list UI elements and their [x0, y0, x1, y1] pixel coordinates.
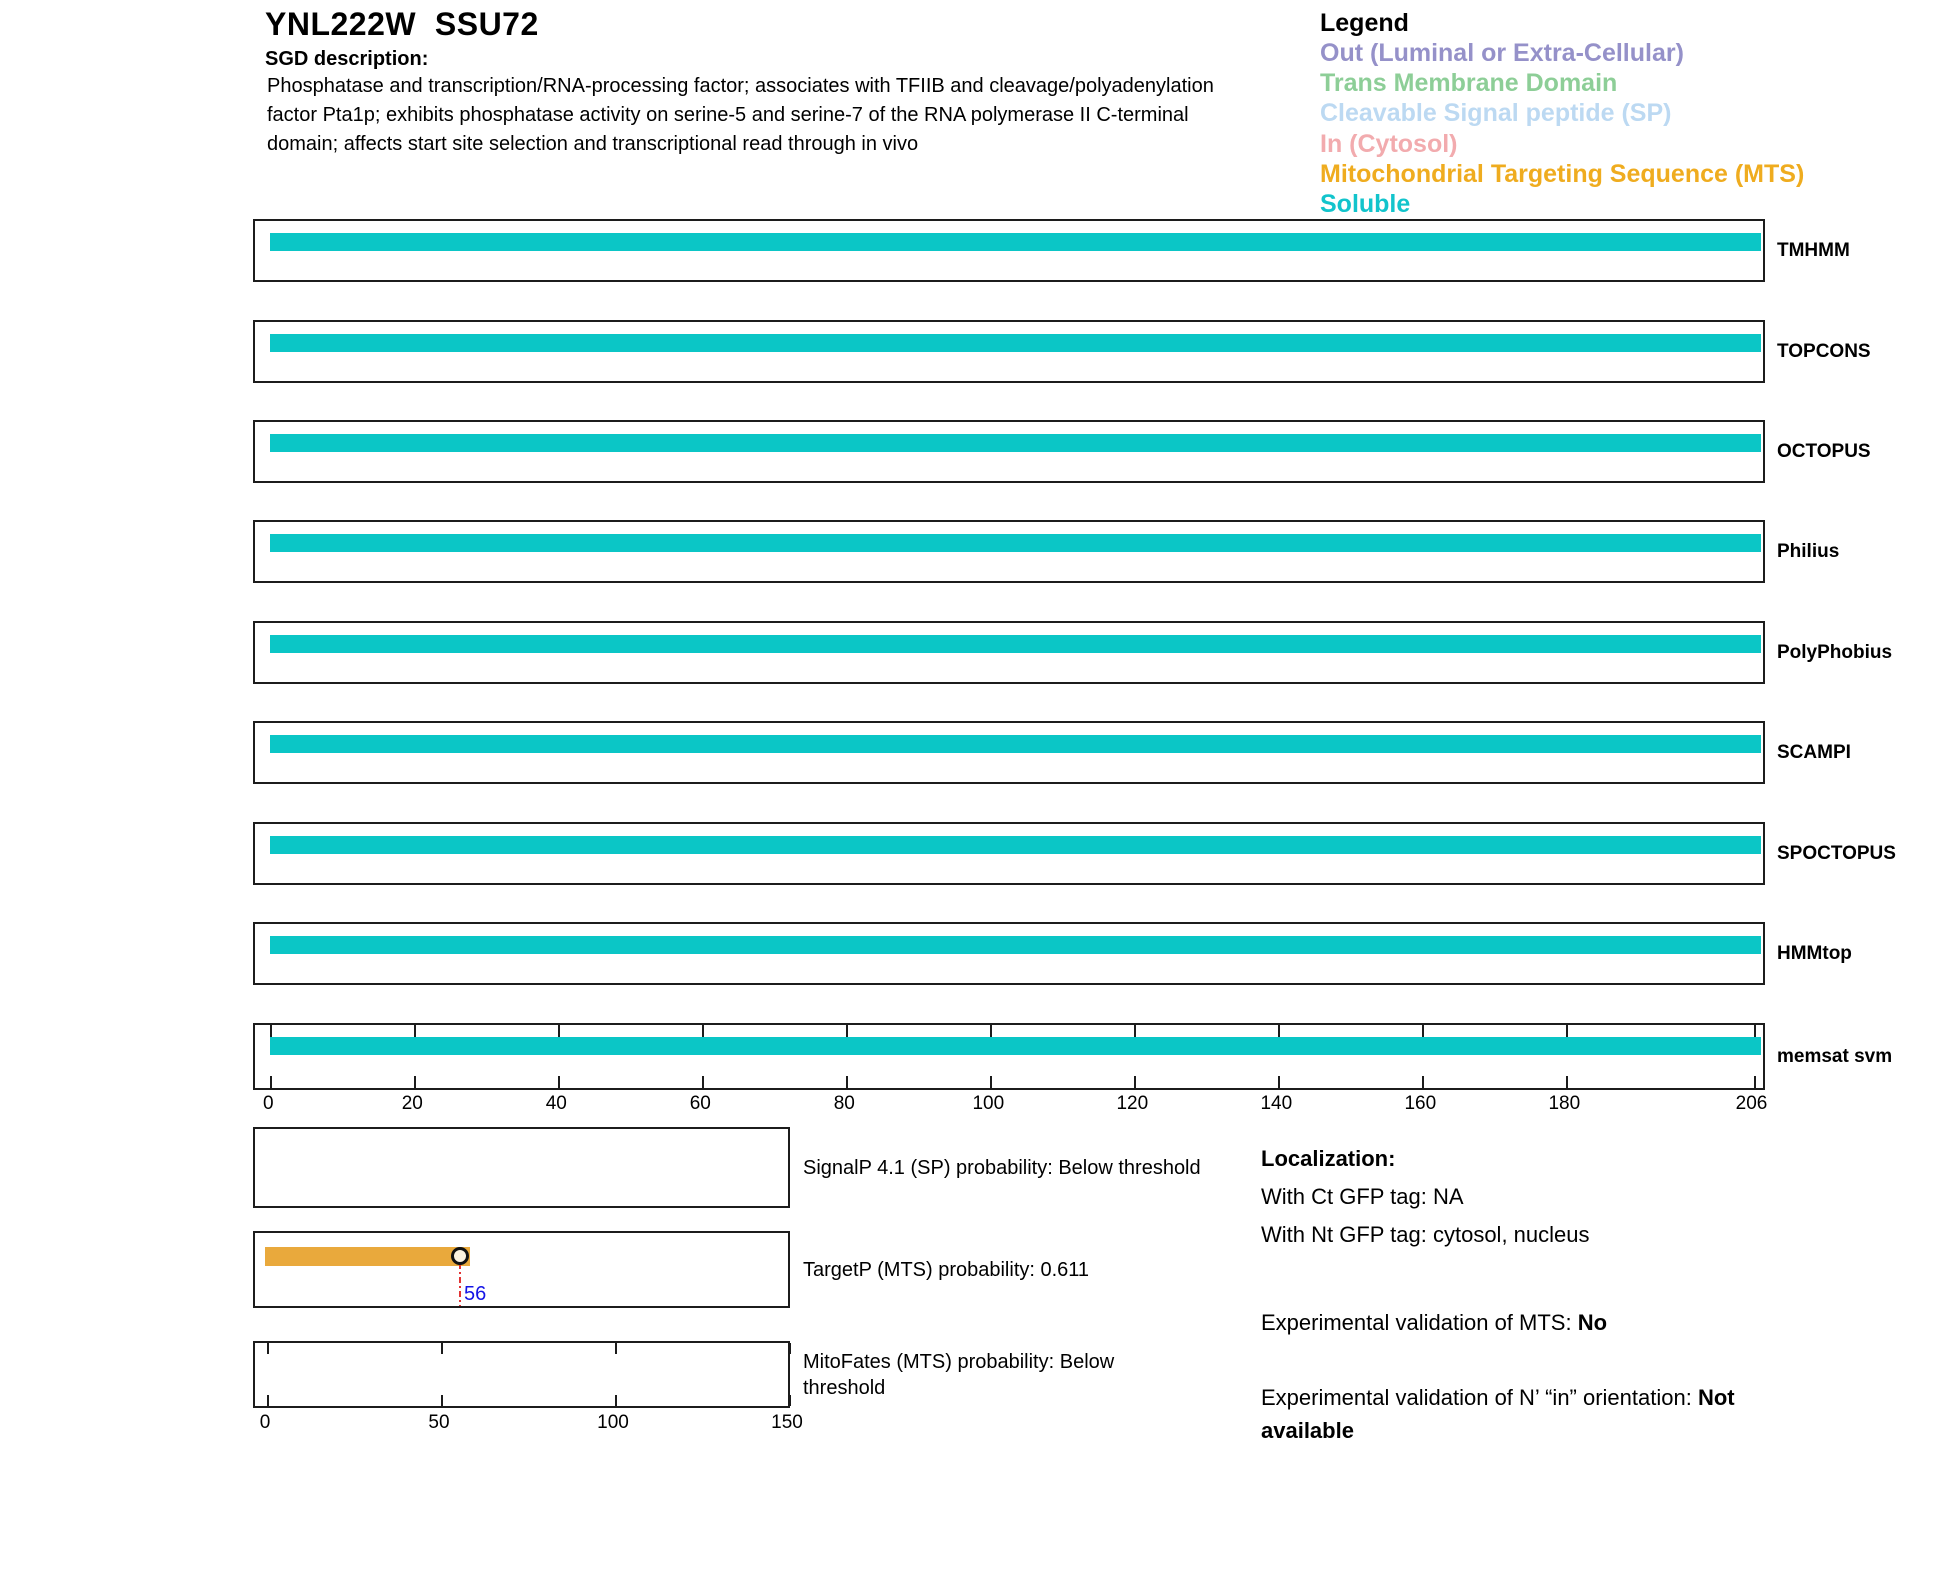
mts-validation-line: [1261, 1310, 1607, 1336]
sequence-axis-tick-label: 60: [689, 1093, 711, 1114]
axis-tick: [846, 1025, 848, 1037]
cleavage-site-line: [459, 1263, 461, 1306]
soluble-region-bar: [270, 836, 1761, 854]
legend-item-mitochondrial: Mitochondrial Targeting Sequence (MTS): [1320, 159, 1805, 188]
axis-tick: [1278, 1025, 1280, 1037]
orientation-validation-value: Not available: [1261, 1385, 1735, 1443]
ct-gfp-line: With Ct GFP tag: NA: [1261, 1184, 1464, 1209]
soluble-region-bar: [270, 735, 1761, 753]
sgd-description-line: Phosphatase and transcription/RNA-processing factor; associates with TFIIB and cleavage/polyadenylation: [267, 75, 1214, 97]
track-box-scampi: [253, 721, 1765, 784]
track-box-philius: [253, 520, 1765, 583]
axis-tick: [441, 1395, 443, 1406]
axis-tick: [1134, 1076, 1136, 1088]
page-title: YNL222W SSU72: [265, 6, 539, 42]
track-box-hmmtop: [253, 922, 1765, 985]
legend-item-soluble: Soluble: [1320, 190, 1411, 219]
orientation-validation-prefix: Experimental validation of N’ “in” orientation:: [1261, 1385, 1698, 1410]
soluble-region-bar: [270, 233, 1761, 251]
mitofates-plot-label-line2: threshold: [803, 1376, 886, 1399]
localization-title: Localization:: [1261, 1146, 1396, 1171]
mitofates-plot-box: [253, 1341, 790, 1408]
track-box-topcons: [253, 320, 1765, 383]
track-label-octopus: OCTOPUS: [1777, 440, 1871, 462]
track-label-hmmtop: HMMtop: [1777, 942, 1852, 964]
track-box-tmhmm: [253, 219, 1765, 282]
sgd-description-line: factor Pta1p; exhibits phosphatase activity on serine-5 and serine-7 of the RNA polymerase II C-terminal: [267, 104, 1189, 126]
mts-validation-value: No: [1577, 1310, 1608, 1335]
mts-region-bar: [265, 1247, 470, 1266]
axis-tick: [702, 1076, 704, 1088]
targetp-plot-label-text: TargetP (MTS) probability: 0.611: [803, 1258, 1090, 1281]
targetp-plot-box: [253, 1231, 790, 1308]
axis-tick: [558, 1076, 560, 1088]
sequence-axis-tick-label: 20: [401, 1093, 423, 1114]
axis-tick: [1754, 1076, 1756, 1088]
axis-tick: [267, 1343, 269, 1354]
track-box-spoctopus: [253, 822, 1765, 885]
sgd-description-line: domain; affects start site selection and transcriptional read through in vivo: [267, 133, 919, 155]
mitofates-plot-label: [803, 1341, 1114, 1408]
soluble-region-bar: [270, 635, 1761, 653]
sequence-axis-tick-label: 40: [545, 1093, 567, 1114]
sequence-axis-tick-label: 180: [1548, 1093, 1581, 1114]
mitofates-axis-tick-label: 150: [771, 1412, 803, 1433]
soluble-region-bar: [270, 434, 1761, 452]
legend-item-trans: Trans Membrane Domain: [1320, 69, 1618, 98]
nt-gfp-line: With Nt GFP tag: cytosol, nucleus: [1261, 1222, 1590, 1247]
axis-tick: [615, 1395, 617, 1406]
track-box-memsat-svm: [253, 1023, 1765, 1090]
axis-tick: [267, 1395, 269, 1406]
axis-tick: [414, 1076, 416, 1088]
axis-tick: [558, 1025, 560, 1037]
legend: [1320, 8, 1804, 219]
sgd-description-label: SGD description:: [265, 48, 429, 70]
targetp-plot-label: [803, 1231, 1089, 1308]
axis-tick: [1566, 1076, 1568, 1088]
soluble-region-bar: [270, 534, 1761, 552]
sequence-axis-tick-label: 206: [1735, 1093, 1768, 1114]
legend-title: Legend: [1320, 9, 1409, 37]
sequence-axis-tick-label: 120: [1116, 1093, 1149, 1114]
legend-item-cleavable: Cleavable Signal peptide (SP): [1320, 99, 1672, 128]
sequence-axis-tick-label: 140: [1260, 1093, 1293, 1114]
axis-tick: [270, 1025, 272, 1037]
track-label-topcons: TOPCONS: [1777, 340, 1871, 362]
cleavage-site-label: 56: [464, 1283, 487, 1305]
axis-tick: [1566, 1025, 1568, 1037]
sequence-axis-tick-label: 0: [263, 1093, 274, 1114]
mitofates-plot-label-line1: MitoFates (MTS) probability: Below: [803, 1350, 1115, 1373]
axis-tick: [846, 1076, 848, 1088]
track-label-tmhmm: TMHMM: [1777, 239, 1850, 261]
sgd-description-text: [267, 72, 1287, 159]
soluble-region-bar: [270, 936, 1761, 954]
axis-tick: [1278, 1076, 1280, 1088]
axis-tick: [441, 1343, 443, 1354]
legend-item-in: In (Cytosol): [1320, 129, 1458, 158]
sequence-axis-tick-label: 80: [833, 1093, 855, 1114]
legend-item-out: Out (Luminal or Extra-Cellular): [1320, 39, 1684, 67]
track-label-scampi: SCAMPI: [1777, 741, 1851, 763]
mitofates-axis-tick-label: 100: [597, 1412, 629, 1433]
sequence-axis-tick-label: 100: [972, 1093, 1005, 1114]
axis-tick: [414, 1025, 416, 1037]
axis-tick: [270, 1076, 272, 1088]
track-label-philius: Philius: [1777, 540, 1840, 562]
axis-tick: [1422, 1076, 1424, 1088]
track-label-spoctopus: SPOCTOPUS: [1777, 842, 1896, 864]
axis-tick: [1422, 1025, 1424, 1037]
track-box-octopus: [253, 420, 1765, 483]
signalp-plot-label: [803, 1127, 1201, 1208]
mitofates-axis-tick-label: 50: [428, 1412, 450, 1433]
cleavage-site-marker-icon: [451, 1247, 469, 1265]
axis-tick: [990, 1025, 992, 1037]
mitofates-axis-tick-label: 0: [259, 1412, 271, 1433]
orientation-validation-line: [1261, 1381, 1809, 1447]
sequence-axis-tick-label: 160: [1404, 1093, 1437, 1114]
axis-tick: [789, 1343, 791, 1354]
mts-validation-prefix: Experimental validation of MTS:: [1261, 1310, 1578, 1335]
signalp-plot-label-text: SignalP 4.1 (SP) probability: Below threshold: [803, 1156, 1201, 1179]
soluble-region-bar: [270, 1037, 1761, 1055]
axis-tick: [789, 1395, 791, 1406]
axis-tick: [990, 1076, 992, 1088]
axis-tick: [702, 1025, 704, 1037]
axis-tick: [1134, 1025, 1136, 1037]
axis-tick: [1754, 1025, 1756, 1037]
track-box-polyphobius: [253, 621, 1765, 684]
soluble-region-bar: [270, 334, 1761, 352]
track-label-memsat-svm: memsat svm: [1777, 1045, 1893, 1067]
signalp-plot-box: [253, 1127, 790, 1208]
track-label-polyphobius: PolyPhobius: [1777, 641, 1893, 663]
axis-tick: [615, 1343, 617, 1354]
